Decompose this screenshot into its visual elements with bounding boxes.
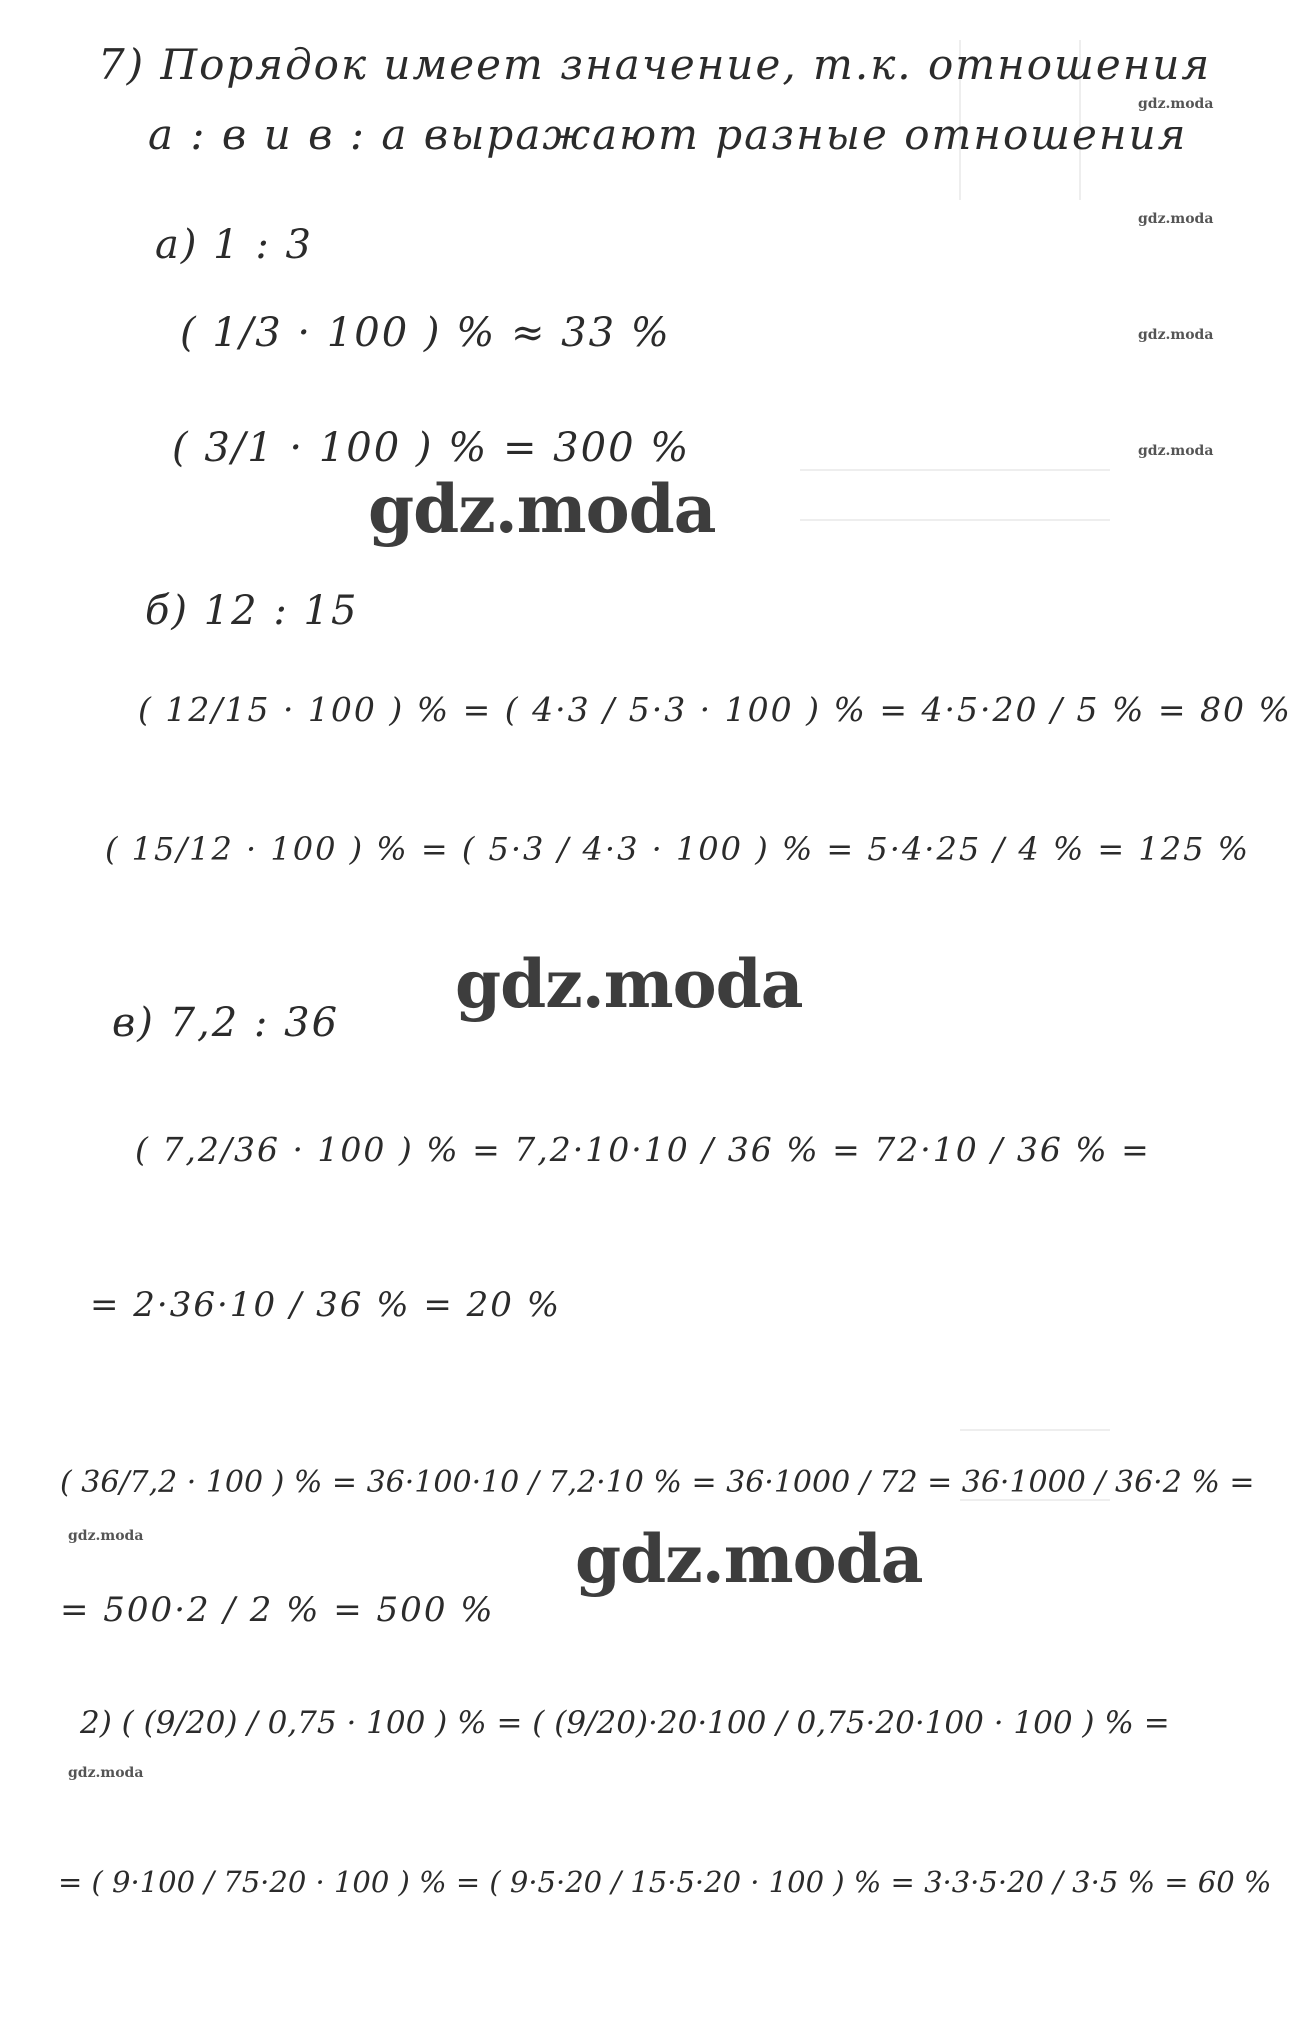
task2-line2: = ( 9·100 / 75·20 · 100 ) % = ( 9·5·20 / 15·5·20 · 100 ) % = 3·3·5·20 / 3·5 % = 60 % [58, 1865, 1272, 1899]
task7-line2: a : в и в : a выражают разные отношения [148, 110, 1188, 159]
part-v-header: в) 7,2 : 36 [112, 1000, 340, 1046]
watermark-small: gdz.moda [1138, 211, 1214, 227]
part-v-line1: ( 7,2/36 · 100 ) % = 7,2·10·10 / 36 % = 72·10 / 36 % = [135, 1130, 1151, 1169]
watermark-small: gdz.moda [1138, 96, 1214, 112]
part-b-line1: ( 12/15 · 100 ) % = ( 4·3 / 5·3 · 100 ) % = 4·5·20 / 5 % = 80 % [138, 690, 1292, 729]
watermark-small: gdz.moda [68, 1765, 144, 1781]
part-v-line4: = 500·2 / 2 % = 500 % [60, 1590, 495, 1630]
part-v-line2: = 2·36·10 / 36 % = 20 % [90, 1285, 561, 1325]
part-a-line2: ( 3/1 · 100 ) % = 300 % [172, 425, 691, 471]
task2-line1: 2) ( (9/20) / 0,75 · 100 ) % = ( (9/20)·20·100 / 0,75·20·100 · 100 ) % = [80, 1705, 1170, 1741]
watermark-large: gdz.moda [368, 470, 716, 548]
watermark-small: gdz.moda [1138, 443, 1214, 459]
part-a-line1: ( 1/3 · 100 ) % ≈ 33 % [180, 310, 671, 356]
part-b-line2: ( 15/12 · 100 ) % = ( 5·3 / 4·3 · 100 ) % = 5·4·25 / 4 % = 125 % [105, 830, 1251, 868]
watermark-small: gdz.moda [68, 1528, 144, 1544]
watermark-large: gdz.moda [575, 1520, 923, 1598]
watermark-large: gdz.moda [455, 945, 803, 1023]
watermark-small: gdz.moda [1138, 327, 1214, 343]
part-b-header: б) 12 : 15 [145, 588, 359, 634]
part-a-header: а) 1 : 3 [155, 222, 313, 268]
task7-line1: 7) Порядок имеет значение, т.к. отношения [98, 40, 1212, 89]
part-v-line3: ( 36/7,2 · 100 ) % = 36·100·10 / 7,2·10 % = 36·1000 / 72 = 36·1000 / 36·2 % = [60, 1465, 1255, 1500]
